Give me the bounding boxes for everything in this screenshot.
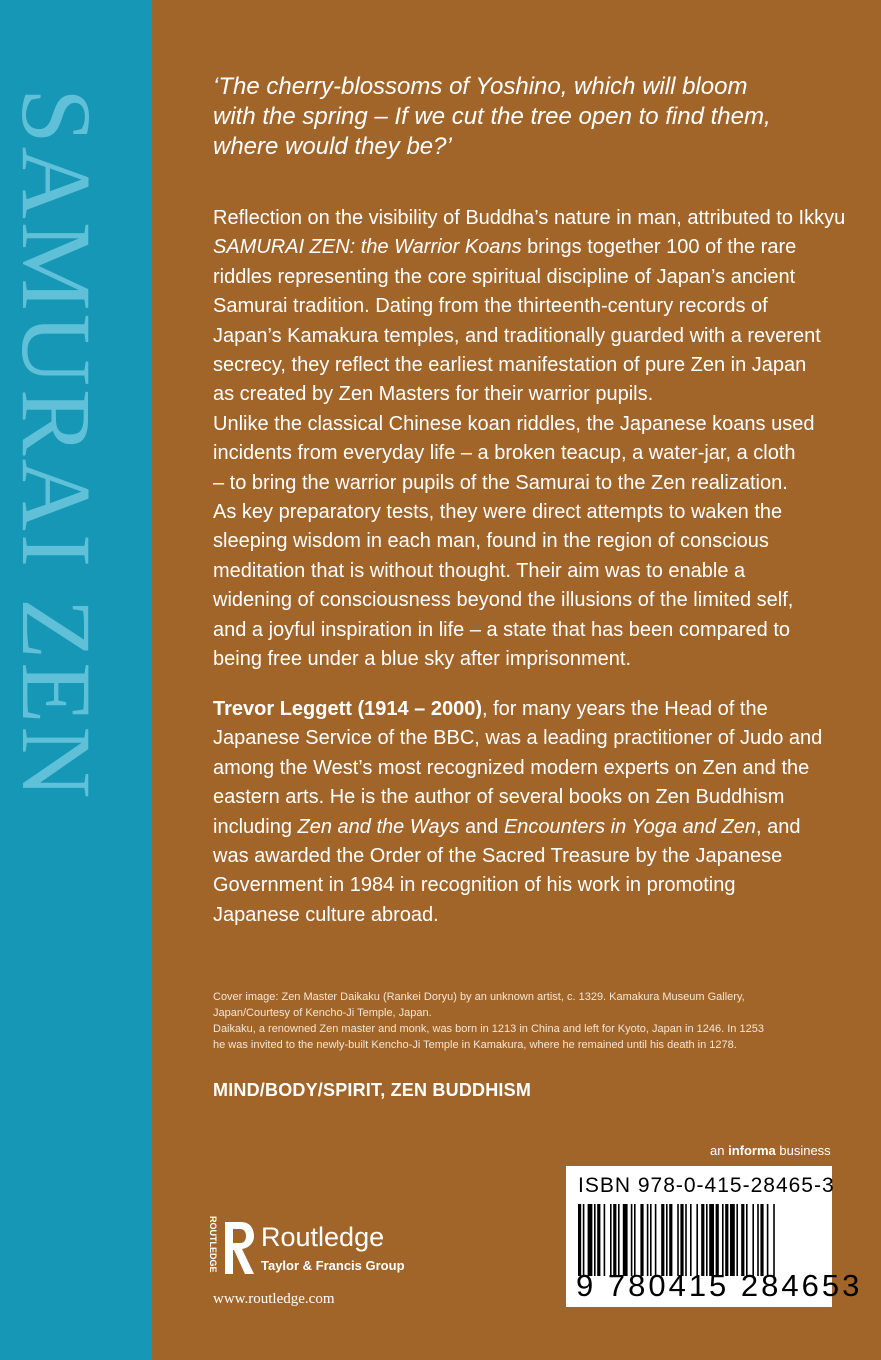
barcode-bar [634,1204,636,1276]
barcode-bar [696,1204,698,1276]
barcode-bar [767,1204,769,1276]
informa-brand: informa [728,1143,776,1158]
bio-text: , and [756,815,801,838]
blurb-line: riddles representing the core spiritual discipline of Japan’s ancient [213,265,796,288]
barcode-number: 9 780415 284653 [576,1268,863,1303]
barcode-bar [773,1204,775,1276]
barcode-bar [685,1204,687,1276]
barcode-bar [661,1204,664,1276]
informa-text: an [710,1143,729,1158]
publisher-website[interactable]: www.routledge.com [213,1291,335,1307]
credit-line: he was invited to the newly-built Kencho-Ji Temple in Kamakura, where he remained until his death in 1278. [213,1039,737,1051]
book-description [213,204,853,675]
barcode-bar [613,1204,616,1276]
blurb-text: brings together 100 of the rare [521,236,797,259]
credit-line: Cover image: Zen Master Daikaku (Rankei Doryu) by an unknown artist, c. 1329. Kamakura Museum Gallery, [213,991,745,1003]
barcode-bar [604,1204,606,1276]
barcode-bar [701,1204,704,1276]
barcode-bar [680,1204,683,1276]
blurb-line: Unlike the classical Chinese koan riddles, the Japanese koans used [213,412,815,435]
barcode-bar [730,1204,735,1276]
barcode-bar [655,1204,657,1276]
barcode-bar [752,1204,754,1276]
bio-text: , for many years the Head of the [482,698,768,720]
informa-tagline [710,1143,831,1158]
barcode-bar [746,1204,748,1276]
quote-line: where would they be?’ [213,133,452,160]
barcode-bar [760,1204,763,1276]
book-title-italic: Zen and the Ways [297,815,460,838]
bio-line: Government in 1984 in recognition of his work in promoting [213,874,736,897]
barcode-bar [631,1204,633,1276]
blurb-line: As key preparatory tests, they were direct attempts to waken the [213,501,783,524]
cover-image-credit [213,989,833,1053]
epigraph-quote [213,72,833,162]
blurb-line: meditation that is without thought. Their aim was to enable a [213,559,746,582]
barcode-bar [618,1204,620,1276]
book-title-italic: Encounters in Yoga and Zen [503,815,756,838]
author-bio [213,695,853,930]
bio-line: was awarded the Order of the Sacred Treasure by the Japanese [213,845,783,868]
blurb-line: sleeping wisdom in each man, found in the region of conscious [213,530,769,553]
book-title-italic: SAMURAI ZEN: the Warrior Koans [213,236,522,259]
blurb-line: being free under a blue sky after imprisonment. [213,648,631,671]
barcode-bar [736,1204,738,1276]
barcode-bar [709,1204,714,1276]
barcode-bar [690,1204,692,1276]
quote-line: ‘The cherry-blossoms of Yoshino, which will bloom [213,73,748,100]
barcode-bar [722,1204,724,1276]
blurb-line: incidents from everyday life – a broken teacup, a water-jar, a cloth [213,442,796,465]
bio-text: and [459,815,504,838]
barcode-bar [647,1204,649,1276]
barcode-bar [677,1204,679,1276]
blurb-line: Samurai tradition. Dating from the thirteenth-century records of [213,295,768,318]
logo-vertical-text: ROUTLEDGE [208,1216,218,1273]
author-name: Trevor Leggett (1914 – 2000) [213,698,483,720]
barcode-bar [640,1204,643,1276]
spine-title: SAMURAI ZEN [1,88,112,802]
logo-vertical-mark [205,1216,219,1280]
bio-line: eastern arts. He is the author of several books on Zen Buddhism [213,786,785,809]
bio-text: including [213,815,298,838]
barcode-bar [669,1204,672,1276]
barcode-bar [716,1204,719,1276]
blurb-line: – to bring the warrior pupils of the Samurai to the Zen realization. [213,471,788,494]
barcode-bar [725,1204,728,1276]
bio-line: Japanese culture abroad. [213,903,439,926]
barcode-bar [757,1204,759,1276]
spine [0,0,152,1360]
isbn-label: ISBN 978-0-415-28465-3 [578,1174,835,1197]
barcode-bar [610,1204,612,1276]
quote-line: with the spring – If we cut the tree open to find them, [213,103,771,130]
barcode-bar [666,1204,668,1276]
barcode-bar [578,1204,581,1276]
barcode-bars [578,1204,820,1276]
informa-text: business [775,1143,831,1158]
barcode-bar [741,1204,744,1276]
barcode-bar [588,1204,593,1276]
barcode-bar [594,1204,596,1276]
blurb-line: and a joyful inspiration in life – a state that has been compared to [213,618,791,641]
blurb-line: secrecy, they reflect the earliest manifestation of pure Zen in Japan [213,354,807,377]
barcode-bar [650,1204,652,1276]
subject-category: MIND/BODY/SPIRIT, ZEN BUDDHISM [213,1080,532,1100]
bio-line: among the West’s most recognized modern experts on Zen and the [213,756,810,779]
barcode-bar [583,1204,585,1276]
blurb-line: Reflection on the visibility of Buddha’s nature in man, attributed to Ikkyu [213,207,846,229]
blurb-line [213,233,853,262]
barcode-bar [706,1204,708,1276]
blurb-line: widening of consciousness beyond the illusions of the limited self, [213,589,794,612]
blurb-line: Japan’s Kamakura temples, and traditionally guarded with a reverent [213,324,821,347]
credit-line: Japan/Courtesy of Kencho-Ji Temple, Japan. [213,1007,432,1019]
bio-line [213,695,853,724]
routledge-r-icon [221,1218,257,1278]
bio-line: Japanese Service of the BBC, was a leading practitioner of Judo and [213,727,823,750]
publisher-name: Routledge [261,1222,385,1252]
isbn-barcode [566,1166,863,1307]
blurb-line: as created by Zen Masters for their warrior pupils. [213,383,654,406]
credit-line: Daikaku, a renowned Zen master and monk, was born in 1213 in China and left for Kyoto, Japan in 1246. In 1253 [213,1023,764,1035]
publisher-group: Taylor & Francis Group [261,1258,405,1273]
barcode-bar [623,1204,628,1276]
barcode-bar [597,1204,600,1276]
bio-line [213,813,853,842]
